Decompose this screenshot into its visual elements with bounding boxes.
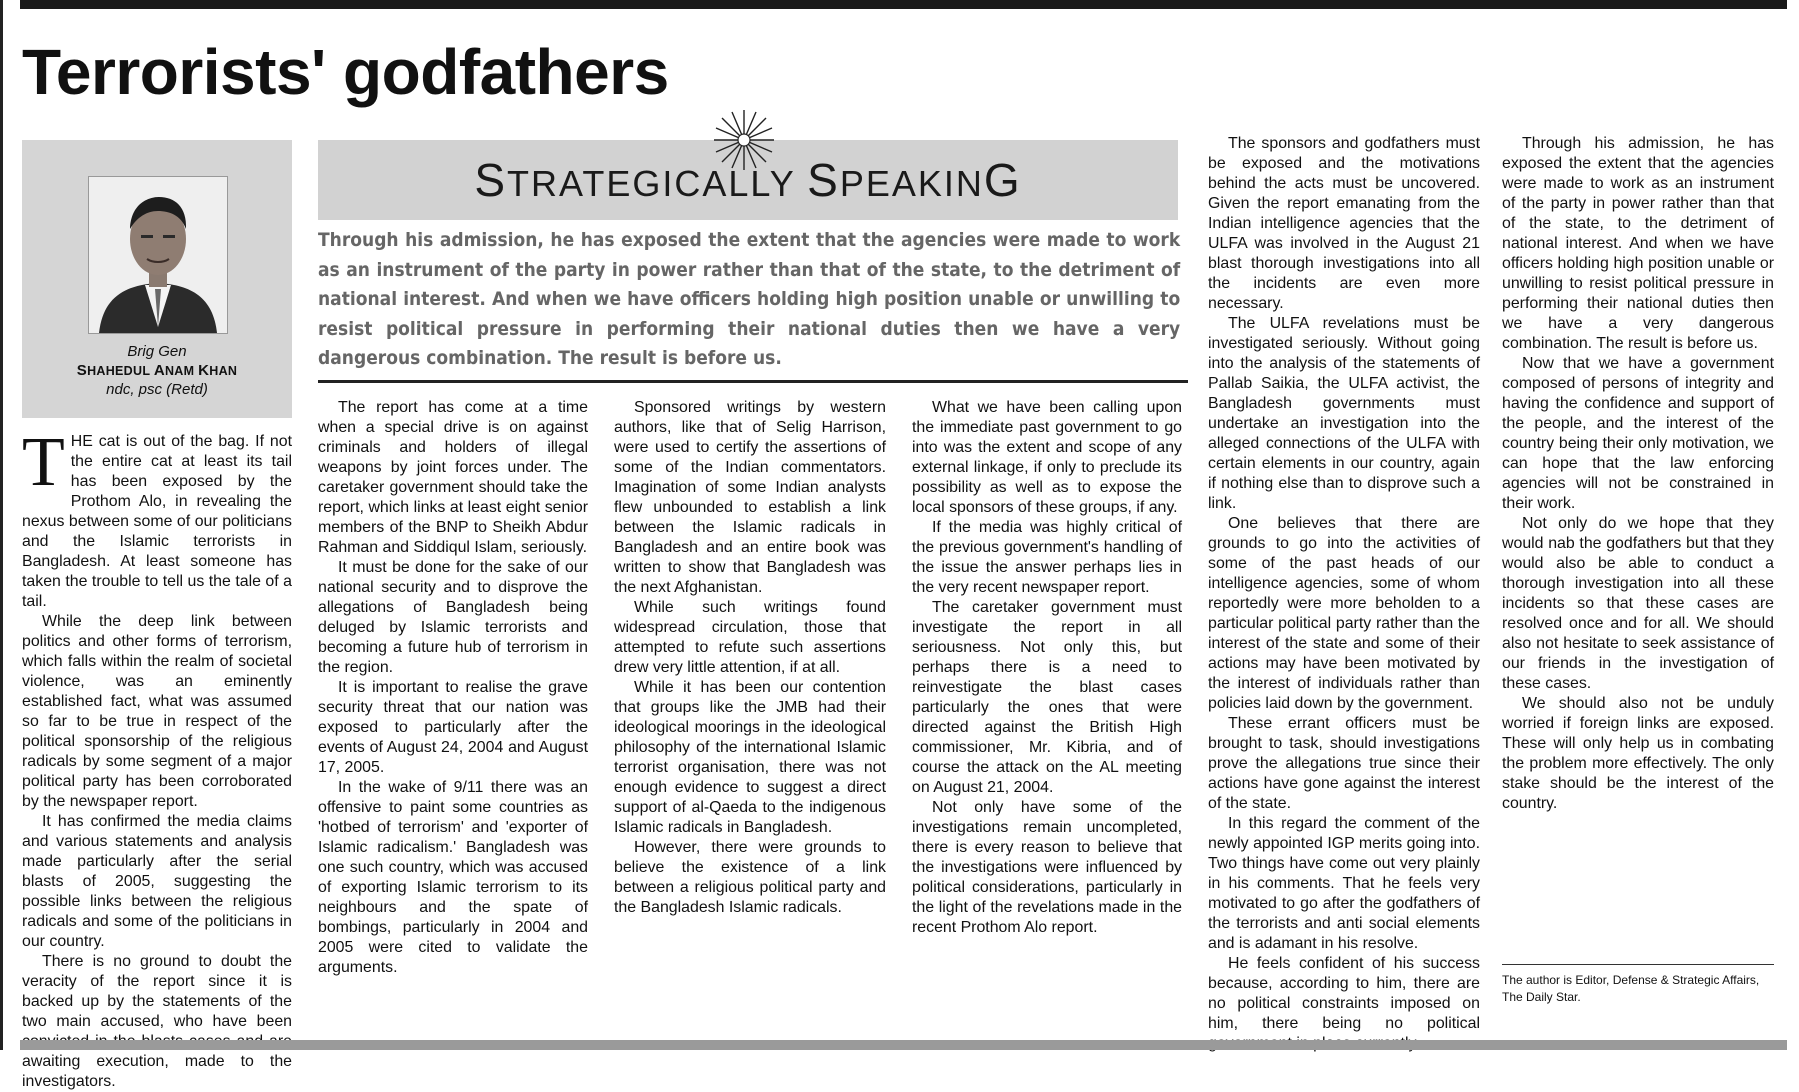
byline-credentials: ndc, psc (Retd) (106, 381, 208, 398)
paragraph: Through his admission, he has exposed the extent that the agencies were made to work as an instrument of the party in power rather than that of the state, to the detriment of national interest. And when we have officers holding high position unable or unwilling to resist political pressure in performing their national duties then we have a very dangerous combination. The result is before us. (1502, 135, 1774, 352)
drop-cap: T (22, 424, 65, 501)
column-title: STRATEGICALLY SPEAKING (474, 154, 1022, 206)
paragraph: There is no ground to doubt the veracity of the report since it is backed up by the statements of the two main accused, who have been awaiting execution, made to the investigators. (22, 953, 292, 1090)
paragraph: While it has been our contention that groups like the JMB had their ideological moorings in the ideological philosophy of the international Islamic terrorist organisation, there was not enough evidence to suggest a direct support of al-Qaeda to the indigenous Islamic radicals in Bangladesh. (614, 679, 886, 836)
article-column-1 (22, 424, 292, 1092)
paragraph: While the deep link between politics and other forms of terrorism, which falls within the realm of societal violence, was an eminently established fact, what was assumed so far to be true in respect of the political sponsorship of the religious radicals by some segment of a major political party has been corroborated by the newspaper report. (22, 613, 292, 810)
name-rest-3: HAN (209, 364, 238, 378)
paragraph: We should also not be unduly worried if foreign links are exposed. These will only help us in combating the problem more effectively. The only stake should be the interest of the country. (1502, 695, 1774, 812)
left-border (0, 0, 3, 1050)
paragraph: However, there were grounds to believe the existence of a link between a religious political party and the Bangladesh Islamic radicals. (614, 839, 886, 916)
headline: Terrorists' godfathers (22, 36, 669, 108)
paragraph: While such writings found widespread circulation, those that attempted to refute such assertions drew very little attention, if at all. (614, 599, 886, 676)
byline-name (22, 362, 292, 379)
name-initial-k: K (198, 362, 210, 379)
paragraph: If the media was highly critical of the previous government's handling of the issue the answer perhaps lies in the very recent newspaper report. (912, 519, 1182, 596)
pull-quote-rule (318, 380, 1188, 383)
starburst-ornament-icon (712, 108, 776, 172)
paragraph: The caretaker government must investigate the report in all seriousness. Not only this, but perhaps there is a need to reinvestigate the blast cases particularly the ones that were directed against the British High commissioner, Mr. Kibria, and of course the attack on the AL meeting on August 21, 2004. (912, 599, 1182, 796)
author-note-rule (1502, 964, 1774, 965)
article-column-4 (912, 398, 1182, 938)
paragraph: The sponsors and godfathers must be exposed and the motivations behind the acts must be uncovered. Given the report emanating from the Indian intelligence agencies that the ULFA was involved in the August 21 blast thorough investigations into all the incidents are even more necessary. (1208, 135, 1480, 312)
name-rest-1: HAHEDUL (87, 364, 154, 378)
author-note: The author is Editor, Defense & Strategic Affairs, The Daily Star. (1502, 973, 1760, 1004)
pull-quote: Through his admission, he has exposed the extent that the agencies were made to work as an instrument of the party in power rather than that of the state, to the detriment of national interest. And when we have officers holding high position unable or unwilling to resist political pressure in performing their national duties then we have a very dangerous combination. The result is before us. (318, 229, 1181, 369)
name-rest-2: NAM (164, 364, 199, 378)
paragraph: The ULFA revelations must be investigated seriously. Without going into the analysis of the statements of Pallab Saikia, the ULFA activist, the Bangladesh governments must undertake an investigation into the alleged connections of the ULFA with certain elements in our country, again if nothing else than to disprove such a link. (1208, 315, 1480, 512)
byline-rank: Brig Gen (127, 343, 187, 360)
paragraph: It must be done for the sake of our national security and to disprove the allegations of Bangladesh being deluged by Islamic terrorists and becoming a future hub of terrorism in the region. (318, 559, 588, 676)
paragraph: In the wake of 9/11 there was an offensive to paint some countries as 'hotbed of terrorism' and 'exporter of Islamic radicalism.' Bangladesh was one such country, which was accused of exporting Islamic terrorism to its neighbours and the spate of bombings, particularly in 2004 and 2005 were cited to validate the arguments. (318, 779, 588, 976)
paragraph: What we have been calling upon the immediate past government to go into was the extent and scope of any external linkage, if only to preclude its possibility as well as to expose the local sponsors of these groups, if any. (912, 399, 1182, 516)
byline-box (22, 140, 292, 418)
paragraph: Sponsored writings by western authors, like that of Selig Harrison, were used to certify the assertions of some of the Indian commentators. Imagination of some Indian analysts flew unbounded to establish a link between the Islamic radicals in Bangladesh and an entire book was written to show that Bangladesh was the next Afghanistan. (614, 399, 886, 596)
author-portrait-icon (88, 176, 228, 334)
article-column-2 (318, 398, 588, 978)
paragraph: It has confirmed the media claims and various statements and analysis made particularly after the serial blasts of 2005, suggesting the possible links between the religious radicals and some of the politicians in our country. (22, 813, 292, 950)
paragraph: THE cat is out of the bag. If not the entire cat at least its tail has been exposed by the Prothom Alo, in revealing the nexus between some of our politicians and the Islamic terrorists in Bangladesh. At least someone has taken the trouble to tell us the tale of a tail. (22, 424, 292, 610)
paragraph: Not only do we hope that they would nab the godfathers but that they would also be able to conduct a thorough investigation into all these incidents so that these cases are resolved once and for all. We should also not hesitate to seek assistance of our friends in the investigation of these cases. (1502, 515, 1774, 692)
name-initial-a: A (153, 362, 165, 379)
paragraph: In this regard the comment of the newly appointed IGP merits going into. Two things have come out very plainly in his comments. That he feels very motivated to go after the godfathers of the terrorists and anti social elements and is adamant in his resolve. (1208, 815, 1480, 952)
paragraph: Not only have some of the investigations remain uncompleted, there is every reason to believe that the investigations were influenced by political considerations, particularly in the light of the revelations made in the recent Prothom Alo report. (912, 799, 1182, 936)
paragraph: The report has come at a time when a special drive is on against criminals and holders of illegal weapons by joint forces under. The caretaker government should take the report, which links at least eight senior members of the BNP to Sheikh Abdur Rahman and Siddiqul Islam, seriously. (318, 399, 588, 556)
paragraph: These errant officers must be brought to task, should investigations prove the allegations true since their actions have gone against the interest of the state. (1208, 715, 1480, 812)
paragraph: One believes that there are grounds to go into the activities of some of the past heads of our intelligence agencies, some of whom reportedly were more beholden to a particular political party rather than the interest of the state and some of their actions may have been motivated by the interest of individuals rather than policies laid down by the government. (1208, 515, 1480, 712)
top-border (20, 0, 1787, 9)
article-column-6 (1502, 134, 1774, 814)
bottom-border (20, 1040, 1787, 1050)
article-column-5 (1208, 134, 1480, 1054)
paragraph: Now that we have a government composed of persons of integrity and having the confidence and support of the people, and the interest of the country being their only motivation, we can hope that the law enforcing agencies will not be constrained in their work. (1502, 355, 1774, 512)
paragraph: It is important to realise the grave security threat that our nation was exposed to particularly after the events of August 24, 2004 and August 17, 2005. (318, 679, 588, 776)
name-initial-s: S (76, 362, 88, 379)
portrait-svg (89, 177, 227, 333)
paragraph: He feels confident of his success because, according to him, there are no political constraints imposed on him, there being no political (1208, 955, 1480, 1032)
article-column-3 (614, 398, 886, 918)
